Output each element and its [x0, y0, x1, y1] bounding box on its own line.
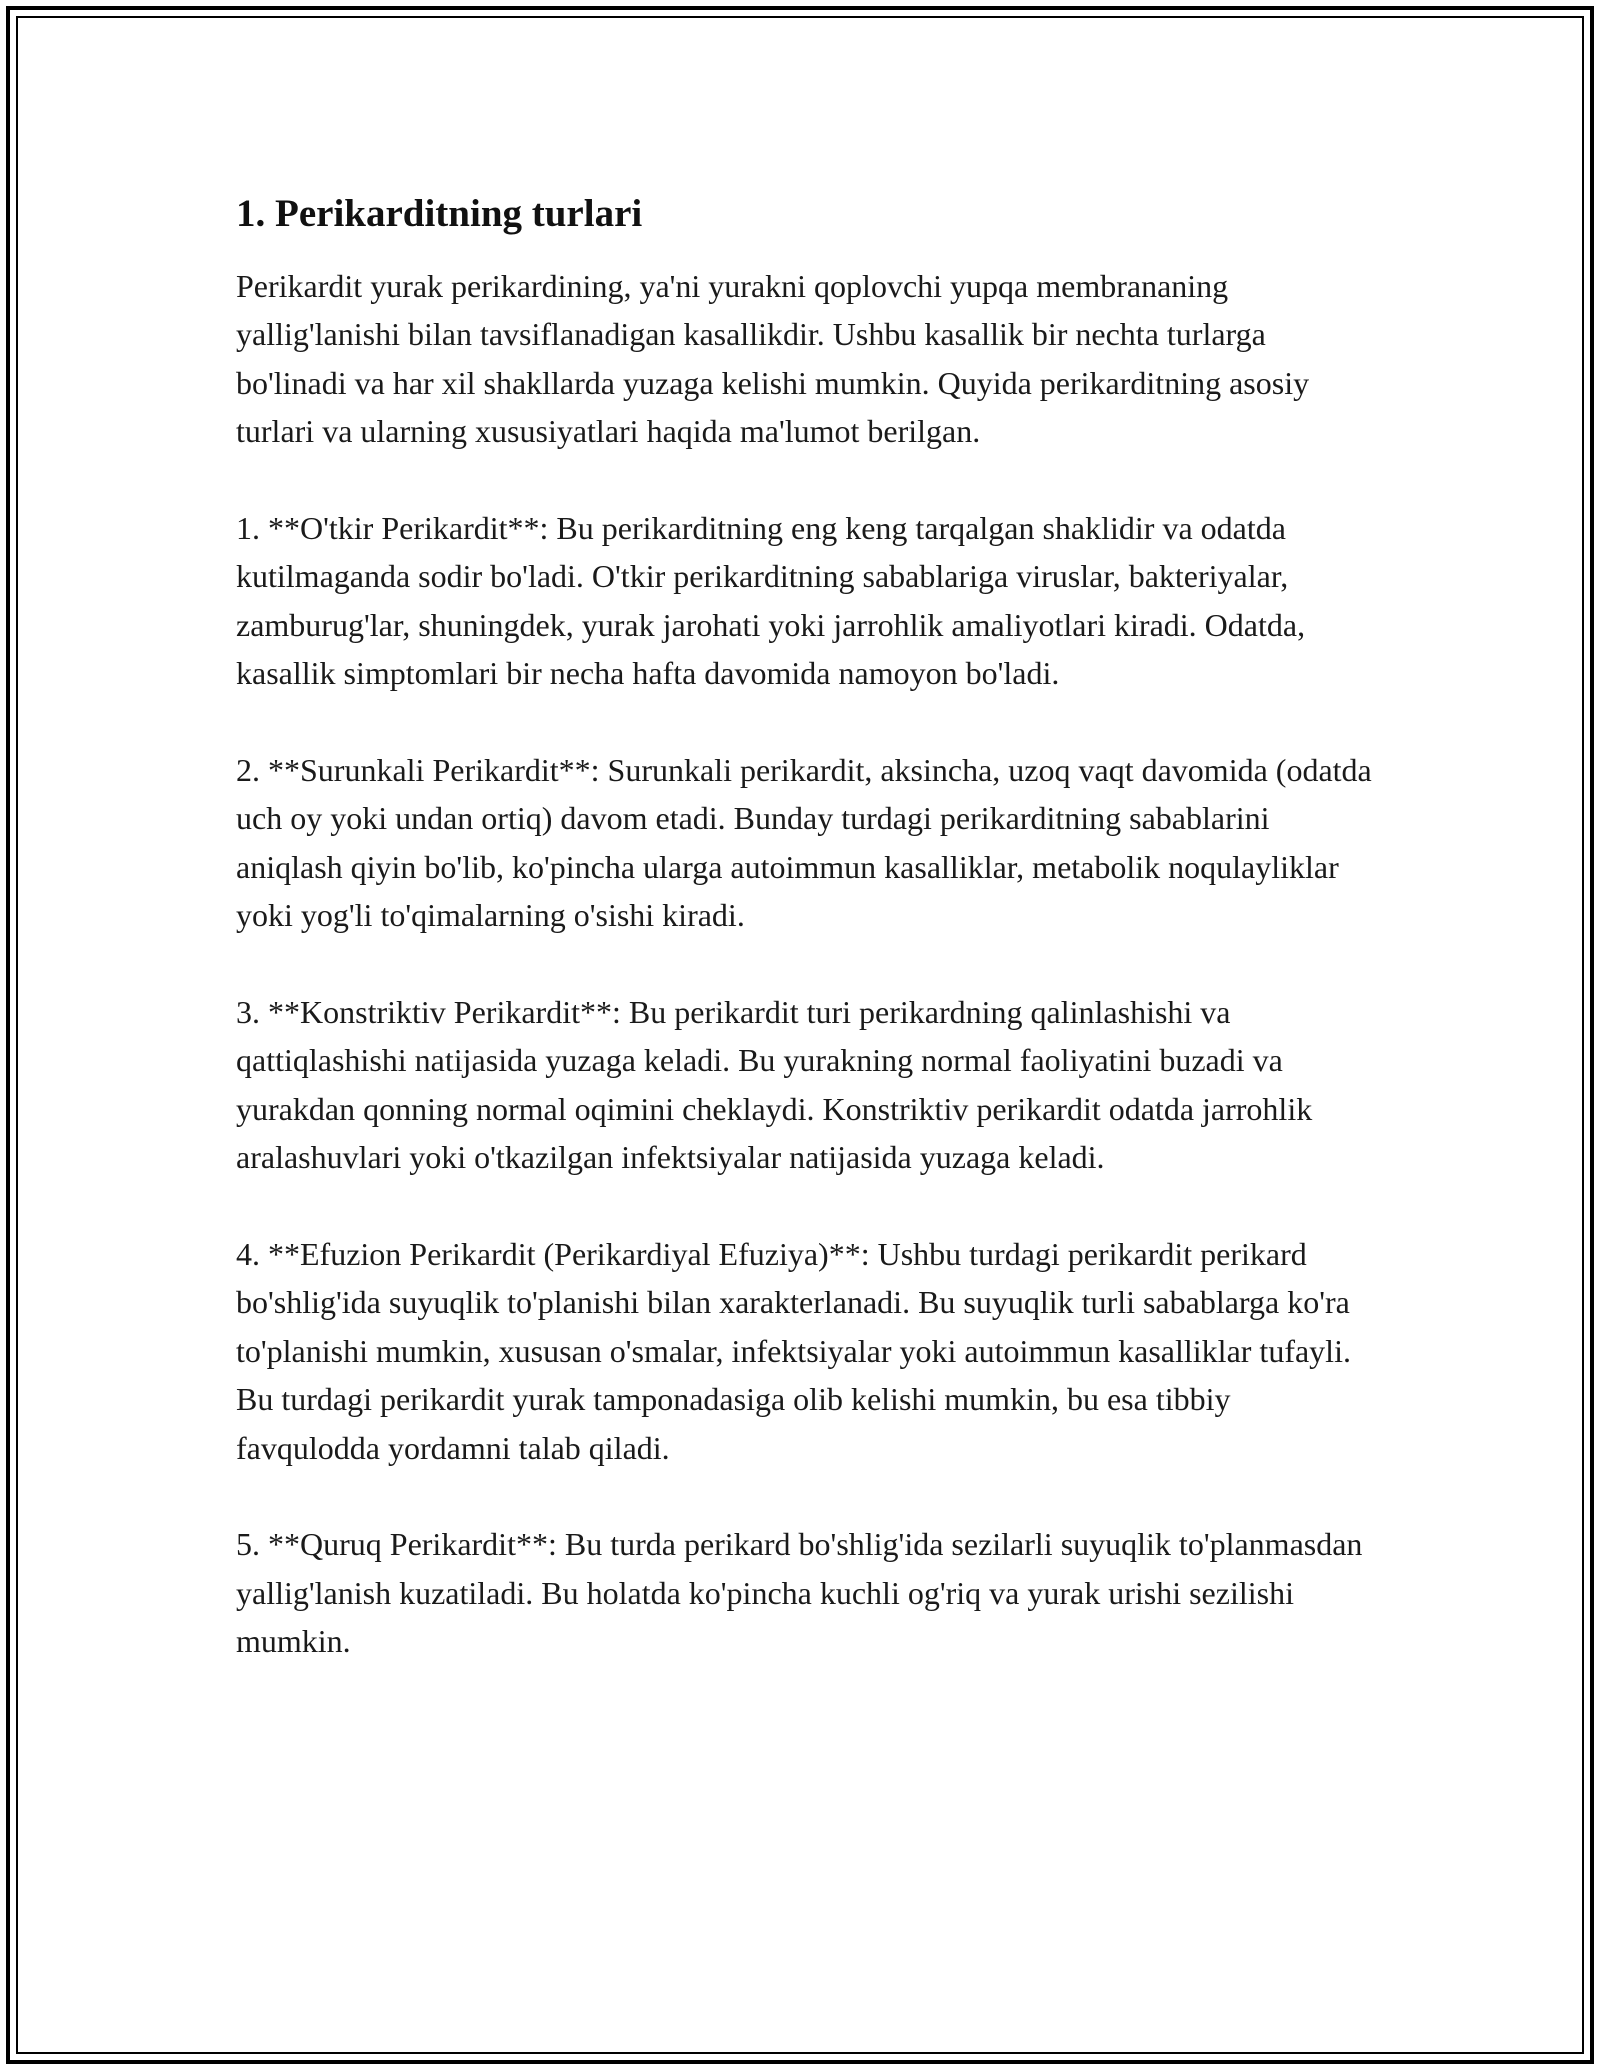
paragraph-quruq-perikardit: 5. **Quruq Perikardit**: Bu turda perikard bo'shlig'ida sezilarli suyuqlik to'planmasdan yallig'lanish kuzatiladi. Bu holatda ko'pincha kuchli og'riq va yurak urishi sezilishi mumkin. [236, 1526, 1363, 1660]
paragraph-surunkali-perikardit: 2. **Surunkali Perikardit**: Surunkali perikardit, aksincha, uzoq vaqt davomida (odatda uch oy yoki undan ortiq) davom etadi. Bunday turdagi perikarditning sabablarini aniqlash qiyin bo'lib, ko'pincha ularga autoimmun kasalliklar, metabolik noqulayliklar yoki yog'li to'qimalarning o'sishi kiradi. [236, 752, 1372, 934]
document-body [236, 186, 1376, 1714]
paragraph-intro: Perikardit yurak perikardining, ya'ni yurakni qoplovchi yupqa membrananing yallig'lanishi bilan tavsiflanadigan kasallikdir. Ushbu kasallik bir nechta turlarga bo'linadi va har xil shakllarda yuzaga kelishi mumkin. Quyida perikarditning asosiy turlari va ularning xususiyatlari haqida ma'lumot berilgan. [236, 268, 1310, 450]
paragraph-konstriktiv-perikardit: 3. **Konstriktiv Perikardit**: Bu perikardit turi perikardning qalinlashishi va qattiqlashishi natijasida yuzaga keladi. Bu yurakning normal faoliyatini buzadi va yurakdan qonning normal oqimini cheklaydi. Konstriktiv perikardit odatda jarrohlik aralashuvlari yoki o'tkazilgan infektsiyalar natijasida yuzaga keladi. [236, 994, 1313, 1176]
paragraph-otkir-perikardit: 1. **O'tkir Perikardit**: Bu perikarditning eng keng tarqalgan shaklidir va odatda kutilmaganda sodir bo'ladi. O'tkir perikarditning sabablariga viruslar, bakteriyalar, zamburug'lar, shuningdek, yurak jarohati yoki jarrohlik amaliyotlari kiradi. Odatda, kasallik simptomlari bir necha hafta davomida namoyon bo'ladi. [236, 510, 1306, 692]
document-title: 1. Perikarditning turlari [236, 192, 643, 235]
paragraph-efuzion-perikardit: 4. **Efuzion Perikardit (Perikardiyal Efuziya)**: Ushbu turdagi perikardit perikard bo'shlig'ida suyuqlik to'planishi bilan xarakterlanadi. Bu suyuqlik turli sabablarga ko'ra to'planishi mumkin, xususan o'smalar, infektsiyalar yoki autoimmun kasalliklar tufayli. Bu turdagi perikardit yurak tamponadasiga olib kelishi mumkin, bu esa tibbiy favqulodda yordamni talab qiladi. [236, 1236, 1351, 1466]
